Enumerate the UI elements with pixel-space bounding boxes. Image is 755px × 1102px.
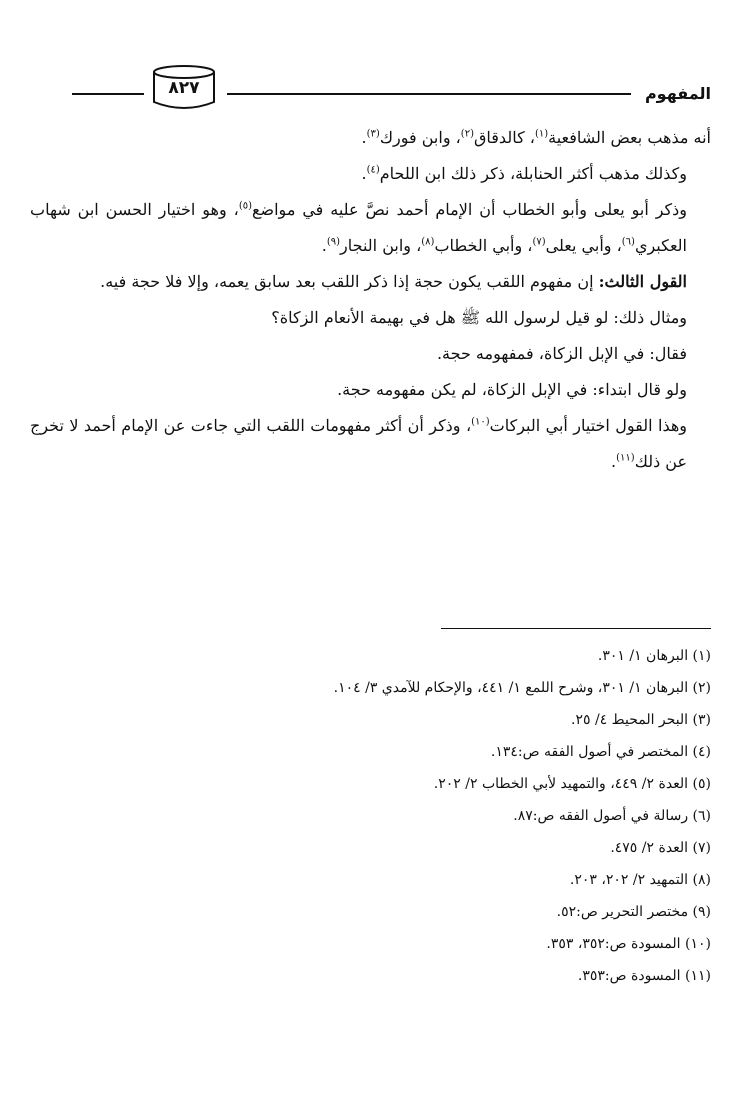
footnote-text: المختصر في أصول الفقه ص:١٣٤. (490, 744, 689, 760)
footnote-number: (٧) (692, 840, 711, 856)
footnote-item (60, 672, 711, 704)
chapter-title: المفهوم (644, 84, 711, 103)
footnote-item (60, 736, 711, 768)
footnote-text: مختصر التحرير ص:٥٢. (556, 904, 689, 920)
footnote-text: التمهيد ٢/ ٢٠٢، ٢٠٣. (569, 872, 689, 888)
footnote-number: (١) (692, 648, 711, 664)
paragraph-7: ولو قال ابتداء: في الإبل الزكاة، لم يكن مفهومه حجة. (337, 380, 687, 399)
footnote-text: العدة ٢/ ٤٧٥. (610, 840, 689, 856)
footnote-item (60, 896, 711, 928)
footnote-ref-10[interactable]: (١٠) (471, 416, 490, 428)
footnote-number: (٥) (692, 776, 711, 792)
paragraph-1: أنه مذهب بعض الشافعية$^{(١)}$، كالدقاق$^{(٢)}$، وابن فورك$^{(٣)}$. (361, 128, 711, 147)
page-number-badge (148, 62, 220, 112)
footnote-text: البرهان ١/ ٣٠١. (597, 648, 689, 664)
footnote-ref-8[interactable]: (٨) (421, 236, 435, 248)
footnote-text: البرهان ١/ ٣٠١، وشرح اللمع ١/ ٤٤١، والإحكام للآمدي ٣/ ١٠٤. (333, 680, 689, 696)
paragraph-6: فقال: في الإبل الزكاة، فمفهومه حجة. (436, 344, 687, 363)
footnote-number: (٨) (692, 872, 711, 888)
footnote-number: (١١) (685, 968, 711, 984)
paragraph-4: القول الثالث: إن مفهوم اللقب يكون حجة إذا ذكر اللقب بعد سابق يعمه، وإلا فلا حجة فيه. (100, 272, 687, 291)
footnote-item (60, 960, 711, 992)
footnote-item (60, 800, 711, 832)
main-text (30, 120, 711, 480)
footnote-number: (٢) (692, 680, 711, 696)
footnote-number: (٤) (692, 744, 711, 760)
footnote-number: (١٠) (685, 936, 711, 952)
page-number: ٨٢٧ (168, 78, 200, 98)
footnote-text: المسودة ص:٣٥٢، ٣٥٣. (546, 936, 681, 952)
footnote-item (60, 640, 711, 672)
footnote-text: المسودة ص:٣٥٣. (577, 968, 681, 984)
footnote-number: (٩) (692, 904, 711, 920)
paragraph-5: ومثال ذلك: لو قيل لرسول الله ﷺ هل في بهيمة الأنعام الزكاة؟ (271, 308, 687, 327)
footnote-ref-9[interactable]: (٩) (326, 236, 341, 248)
footnote-item (60, 832, 711, 864)
footnote-number: (٦) (692, 808, 711, 824)
paragraph-8: وهذا القول اختيار أبي البركات$^{(١٠)}$، وذكر أن أكثر مفهومات اللقب التي جاءت عن الإمام أحمد لا تخرج عن ذلك$^{(١١)}$. (30, 416, 687, 471)
footnote-text: العدة ٢/ ٤٤٩، والتمهيد لأبي الخطاب ٢/ ٢٠٢. (433, 776, 689, 792)
footnote-ref-3[interactable]: (٣) (366, 128, 380, 140)
footnote-ref-5[interactable]: (٥) (238, 200, 252, 212)
section-label: القول الثالث: (598, 272, 687, 291)
footnote-ref-11[interactable]: (١١) (616, 452, 635, 464)
footnote-text: رسالة في أصول الفقه ص:٨٧. (513, 808, 689, 824)
footnote-item (60, 864, 711, 896)
paragraph-2: وكذلك مذهب أكثر الحنابلة، ذكر ذلك ابن اللحام$^{(٤)}$. (361, 164, 687, 183)
footnote-ref-2[interactable]: (٢) (460, 128, 474, 140)
footnote-item (60, 768, 711, 800)
footnote-ref-1[interactable]: (١) (534, 128, 549, 140)
footnote-number: (٣) (692, 712, 711, 728)
footnote-ref-6[interactable]: (٦) (621, 236, 635, 248)
footnote-item (60, 928, 711, 960)
header-rule-left (72, 93, 144, 95)
paragraph-3: وذكر أبو يعلى وأبو الخطاب أن الإمام أحمد نصَّ عليه في مواضع$^{(٥)}$، وهو اختيار الحسن ابن شهاب العكبري$^{(٦)}$، وأبي يعلى$^{(٧)}$، وأبي الخطاب$^{(٨)}$، وابن النجار$^{(٩)}$. (30, 200, 688, 255)
footnote-ref-4[interactable]: (٤) (366, 164, 380, 176)
footnotes (60, 640, 711, 992)
footnote-item (60, 704, 711, 736)
footnote-text: البحر المحيط ٤/ ٢٥. (571, 712, 689, 728)
header-rule-right (227, 93, 631, 95)
footnote-separator (441, 628, 711, 629)
running-header (72, 58, 711, 118)
footnote-ref-7[interactable]: (٧) (532, 236, 546, 248)
